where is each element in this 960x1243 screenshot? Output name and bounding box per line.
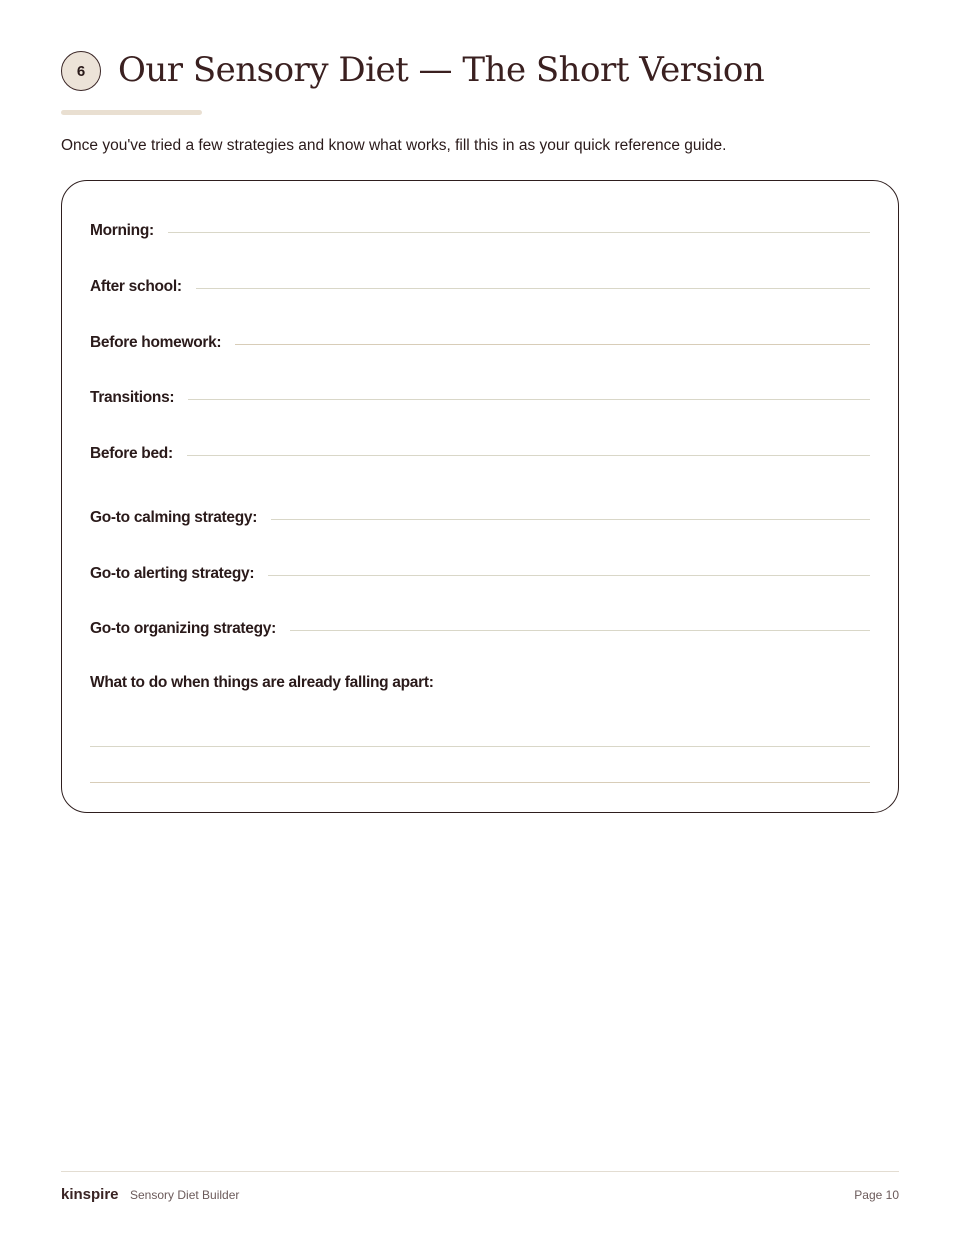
field-before-homework <box>90 334 870 352</box>
open-answer-line-2[interactable] <box>90 782 870 783</box>
field-input-before-bed[interactable] <box>187 455 870 456</box>
field-before-bed <box>90 445 870 463</box>
field-input-morning[interactable] <box>168 232 870 233</box>
field-label-before-homework: Before homework: <box>90 334 222 351</box>
field-after-school <box>90 278 870 296</box>
field-calming-strategy <box>90 509 870 527</box>
field-input-calming-strategy[interactable] <box>271 519 870 520</box>
field-label-before-bed: Before bed: <box>90 445 173 462</box>
footer-page-number: Page 10 <box>854 1188 899 1202</box>
page-title: Our Sensory Diet — The Short Version <box>118 50 765 90</box>
footer-document-name: Sensory Diet Builder <box>130 1188 240 1202</box>
field-label-morning: Morning: <box>90 222 154 239</box>
reference-guide-card <box>61 180 899 813</box>
field-input-organizing-strategy[interactable] <box>290 630 870 631</box>
field-input-before-homework[interactable] <box>235 344 870 345</box>
intro-text: Once you've tried a few strategies and know what works, fill this in as your quick reference guide. <box>61 137 727 154</box>
field-input-transitions[interactable] <box>188 399 870 400</box>
field-organizing-strategy <box>90 620 870 638</box>
title-underline <box>61 110 202 115</box>
field-input-after-school[interactable] <box>196 288 870 289</box>
field-alerting-strategy <box>90 565 870 583</box>
field-label-calming-strategy: Go-to calming strategy: <box>90 509 258 526</box>
field-label-transitions: Transitions: <box>90 389 175 406</box>
footer-divider <box>61 1171 899 1172</box>
footer-logo: kinspire <box>61 1186 119 1203</box>
field-label-alerting-strategy: Go-to alerting strategy: <box>90 565 255 582</box>
field-transitions <box>90 389 870 407</box>
open-answer-line-1[interactable] <box>90 746 870 747</box>
field-input-alerting-strategy[interactable] <box>268 575 870 576</box>
field-label-organizing-strategy: Go-to organizing strategy: <box>90 620 276 637</box>
field-label-after-school: After school: <box>90 278 182 295</box>
step-number-badge: 6 <box>61 51 101 91</box>
field-morning <box>90 222 870 240</box>
open-question-label: What to do when things are already falling apart: <box>90 674 434 691</box>
